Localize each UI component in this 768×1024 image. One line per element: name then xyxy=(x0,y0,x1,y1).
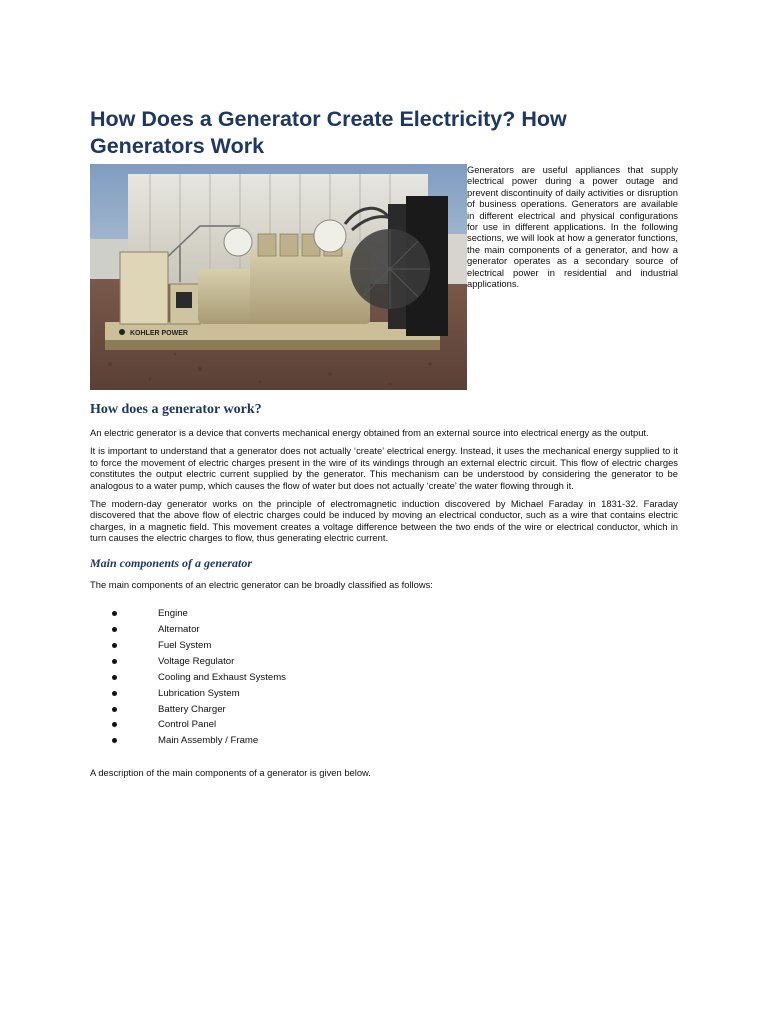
section-heading-how-it-works: How does a generator work? xyxy=(90,402,262,417)
section-heading-components: Main components of a generator xyxy=(90,555,253,570)
bullet-icon xyxy=(112,643,117,648)
photo-brand-text: KOHLER POWER xyxy=(130,330,188,337)
intro-paragraph: Generators are useful appliances that supply electrical power during a power outage and prevent discontinuity of daily activities or disruption of business operations. Generators are available in different electrical and physical configurations for use in different applications. In the following sections, we will look at how a generator functions, the main components of a generator, and how a generator operates as a secondary source of electrical power in residential and industrial applications. xyxy=(467,164,678,290)
bullet-icon xyxy=(112,611,117,616)
list-item: Voltage Regulator xyxy=(112,654,678,670)
list-item: Control Panel xyxy=(112,717,678,733)
article-title: How Does a Generator Create Electricity? How Generators Work xyxy=(90,107,567,158)
list-item: Engine xyxy=(112,606,678,622)
list-item: Lubrication System xyxy=(112,686,678,702)
list-item: Cooling and Exhaust Systems xyxy=(112,670,678,686)
bullet-icon xyxy=(112,659,117,664)
bullet-icon xyxy=(112,691,117,696)
paragraph-1: An electric generator is a device that converts mechanical energy obtained from an external source into electrical energy as the output. xyxy=(90,427,649,438)
paragraph-2: It is important to understand that a generator does not actually ‘create’ electrical energy. Instead, it uses the mechanical energy supplied to it to force the movement of electric charges present in the wire of its windings through an external electric circuit. This flow of electric charges constitutes the output electric current supplied by the generator. This mechanism can be understood by considering the generator to be analogous to a water pump, which causes the flow of water but does not actually ‘create’ the water flowing through it. xyxy=(90,445,678,491)
generator-photo xyxy=(90,164,467,390)
list-item: Main Assembly / Frame xyxy=(112,733,678,749)
list-item: Alternator xyxy=(112,622,678,638)
article xyxy=(90,106,678,779)
paragraph-3: The modern-day generator works on the principle of electromagnetic induction discovered by Michael Faraday in 1831-32. Faraday discovered that the above flow of electric charges could be induced by moving an electrical conductor, such as a wire that contains electric charges, in a magnetic field. This movement creates a voltage difference between the two ends of the wire or electrical conductor, which in turn causes the electric charges to flow, thus generating electric current. xyxy=(90,498,678,544)
components-list xyxy=(90,606,678,749)
list-item: Fuel System xyxy=(112,638,678,654)
bullet-icon xyxy=(112,675,117,680)
bullet-icon xyxy=(112,738,117,743)
components-lead: The main components of an electric generator can be broadly classified as follows: xyxy=(90,578,433,590)
closing-paragraph: A description of the main components of a generator is given below. xyxy=(90,767,371,779)
bullet-icon xyxy=(112,707,117,712)
bullet-icon xyxy=(112,627,117,632)
list-item: Battery Charger xyxy=(112,702,678,718)
bullet-icon xyxy=(112,722,117,727)
